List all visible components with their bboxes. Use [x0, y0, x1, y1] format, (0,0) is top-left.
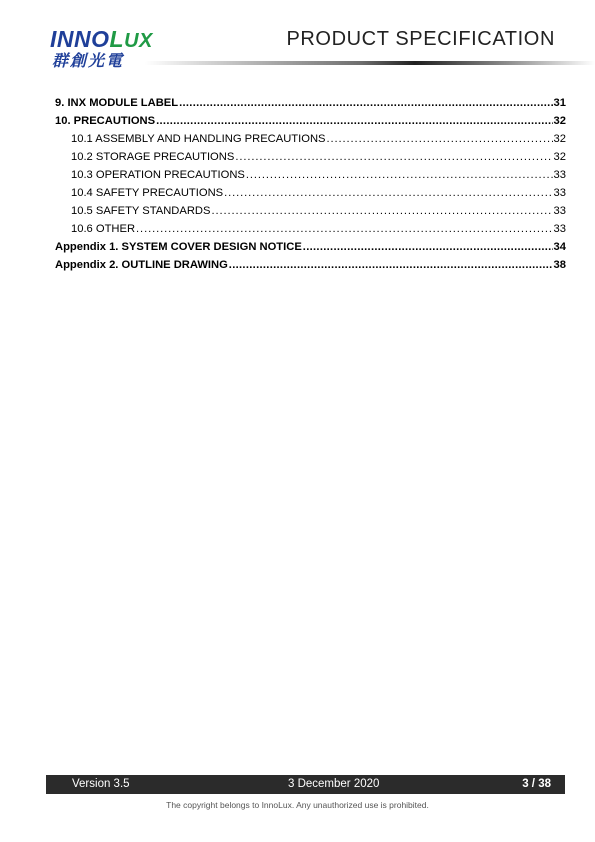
toc-entry-label: 10.1 ASSEMBLY AND HANDLING PRECAUTIONS [71, 133, 326, 145]
toc-entry-page: 32 [553, 133, 566, 145]
toc-entry[interactable] [55, 148, 566, 166]
toc-dot-leader [327, 130, 553, 148]
logo-part-ux: UX [124, 30, 153, 52]
logo-chinese: 群創光電 [52, 51, 125, 70]
toc-dot-leader [224, 184, 552, 202]
footer-bar [46, 775, 565, 794]
toc-dot-leader [235, 148, 552, 166]
toc-entry-label: 10. PRECAUTIONS [55, 115, 156, 127]
toc-entry[interactable] [55, 130, 566, 148]
toc-entry-page: 34 [553, 241, 566, 253]
innolux-logo [50, 26, 153, 73]
toc-entry-page: 32 [553, 115, 566, 127]
toc-entry-label: 10.5 SAFETY STANDARDS [71, 205, 211, 217]
footer-version: Version 3.5 [72, 778, 130, 790]
footer-page-number: 3 / 38 [522, 778, 551, 790]
toc-entry[interactable] [55, 184, 566, 202]
toc-entry-label: 9. INX MODULE LABEL [55, 97, 179, 109]
toc-dot-leader [229, 256, 553, 274]
toc-entry[interactable] [55, 238, 566, 256]
toc-dot-leader [211, 202, 552, 220]
toc-entry[interactable] [55, 220, 566, 238]
toc-entry-label: Appendix 1. SYSTEM COVER DESIGN NOTICE [55, 241, 302, 253]
logo-part-inno: INNO [50, 26, 110, 52]
page-title: PRODUCT SPECIFICATION [286, 28, 555, 50]
toc-dot-leader [246, 166, 553, 184]
toc-entry-label: Appendix 2. OUTLINE DRAWING [55, 259, 228, 271]
logo-part-l: L [109, 26, 125, 52]
toc-entry-page: 33 [553, 205, 566, 217]
toc-entry[interactable] [55, 94, 566, 112]
toc-dot-leader [156, 112, 552, 130]
toc-entry-label: 10.2 STORAGE PRECAUTIONS [71, 151, 235, 163]
toc-entry-label: 10.3 OPERATION PRECAUTIONS [71, 169, 245, 181]
toc-dot-leader [303, 238, 553, 256]
toc-dot-leader [179, 94, 552, 112]
toc-entry[interactable] [55, 202, 566, 220]
toc-entry-page: 33 [553, 169, 566, 181]
toc-entry-page: 33 [553, 223, 566, 235]
toc-entry-page: 33 [553, 187, 566, 199]
toc-entry[interactable] [55, 166, 566, 184]
toc-entry-page: 38 [553, 259, 566, 271]
copyright-notice: The copyright belongs to InnoLux. Any unauthorized use is prohibited. [166, 800, 429, 810]
logo-wordmark [50, 27, 153, 53]
header-divider [145, 61, 595, 65]
toc-entry-page: 31 [553, 97, 566, 109]
toc-dot-leader [136, 220, 553, 238]
toc-entry-label: 10.6 OTHER [71, 223, 136, 235]
toc-entry[interactable] [55, 256, 566, 274]
toc-entry-page: 32 [553, 151, 566, 163]
footer-date: 3 December 2020 [288, 778, 380, 790]
toc-entry-label: 10.4 SAFETY PRECAUTIONS [71, 187, 224, 199]
table-of-contents [55, 94, 566, 274]
toc-entry[interactable] [55, 112, 566, 130]
